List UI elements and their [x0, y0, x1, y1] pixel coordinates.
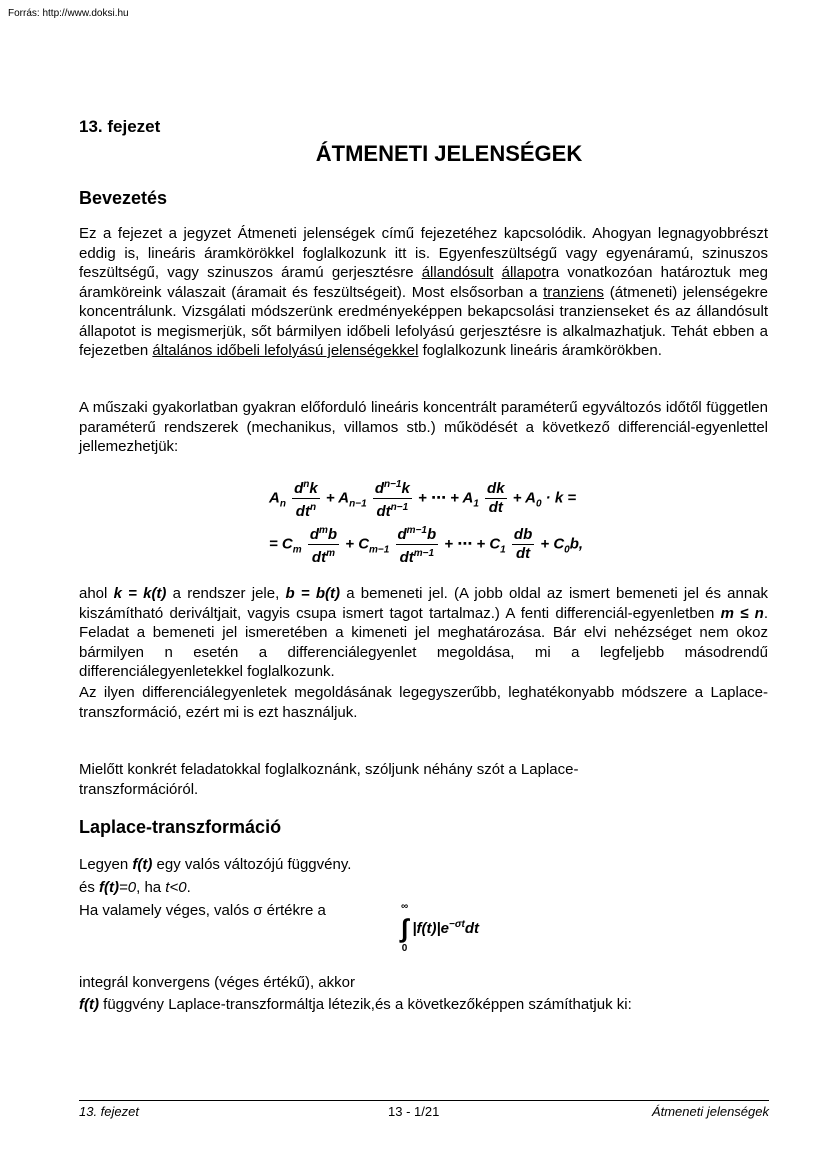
- page-title: ÁTMENETI JELENSÉGEK: [315, 141, 583, 166]
- source-note: Forrás: http://www.doksi.hu: [8, 8, 129, 19]
- laplace-line-2: és f(t)=0, ha t<0.: [79, 879, 191, 896]
- chapter-label: 13. fejezet: [79, 117, 161, 136]
- definition-paragraph: ahol k = k(t) a rendszer jele, b = b(t) a bemeneti jel. (A jobb oldal az ismert bemeneti jel és annak kiszámítható deriváltjait, vagyis csupa ismert tagot tartalmaz.) A fenti differenciál-egyenletben m ≤ n. Feladat a bemeneti jel ismeretében a kimeneti jel meghatározása. Bár elvi nehézséget nem okoz bármilyen n esetén a differenciálegyenlet megoldása, mi a legfeljebb másodrendű differenciálegyenletekkel foglalkozunk.: [79, 585, 769, 680]
- footer-left: 13. fejezet: [79, 1104, 139, 1119]
- diff-equation-left: $A_n$ $\frac{d^nk}{dt^n}$ + $A_{n-1}$ $\frac{d^{n-1}k}{dt^{n-1}}$ + ⋯ + $A_1$ $\frac{dk}{dt}$ + $A_0 \cdot k$ =: [269, 476, 576, 521]
- laplace-line-3: Ha valamely véges, valós σ értékre a: [79, 902, 326, 919]
- footer-page-number: 13 - 1/21: [388, 1104, 440, 1119]
- system-paragraph: A műszaki gyakorlatban gyakran előforduló lineáris koncentrált paraméterű egyváltozós időtől független paraméterű rendszerek (mechanikus, villamos stb.) működését a következő differenciál-egyenlettel jellemezhetjük:: [79, 399, 768, 455]
- transition-paragraph: Mielőtt konkrét feladatokkal foglalkoznánk, szóljunk néhány szót a Laplace-transzformációról.: [79, 761, 579, 798]
- footer-divider: [79, 1100, 769, 1101]
- diff-equation-right: = $C_m$ $\frac{d^mb}{dt^m}$ + $C_{m-1}$ $\frac{d^{m-1}b}{dt^{m-1}}$ + ⋯ + $C_1$ $\frac{db}{dt}$ + $C_0b$,: [269, 522, 583, 567]
- footer-right: Átmeneti jelenségek: [651, 1104, 769, 1119]
- method-paragraph: Az ilyen differenciálegyenletek megoldásának legegyszerűbb, leghatékonyabb módszere a Laplace-transzformáció, ezért mi is ezt használjuk.: [79, 684, 768, 721]
- laplace-line-5: f(t) függvény Laplace-transzformáltja létezik,és a következőképpen számíthatjuk ki:: [79, 996, 632, 1013]
- section-heading-intro: Bevezetés: [79, 188, 168, 208]
- section-heading-laplace: Laplace-transzformáció: [79, 817, 282, 837]
- laplace-line-1: Legyen f(t) egy valós változójú függvény.: [79, 856, 352, 873]
- intro-paragraph: Ez a fejezet a jegyzet Átmeneti jelenségek című fejezetéhez kapcsolódik. Ahogyan legnagyobbrészt eddig is, lineáris áramkörökkel foglalkozunk itt is. Egyenfeszültségű vagy egyenáramú, szinuszos feszültségű, vagy szinuszos áramú gerjesztésre állandósult állapotra vonatkozóan határoztuk meg áramköreink válaszait (áramait és feszültségeit). Most elsősorban a tranziens (átmeneti) jelenségekre koncentrálunk. Vizsgálati módszerünk eredményeképpen bekapcsolási tranzienseket és az állandósult állapotot is megismerjük, sőt bármilyen időbeli lefolyású gerjesztésre is alkalmazhatjuk. Tehát ebben a fejezetben általános időbeli lefolyású jelenségekkel foglalkozunk lineáris áramkörökben.: [79, 225, 768, 359]
- integral-expression: ∞ ∫ 0 $|f(t)|e^{-\sigma t}dt$: [401, 901, 480, 954]
- laplace-line-4: integrál konvergens (véges értékű), akkor: [79, 974, 355, 991]
